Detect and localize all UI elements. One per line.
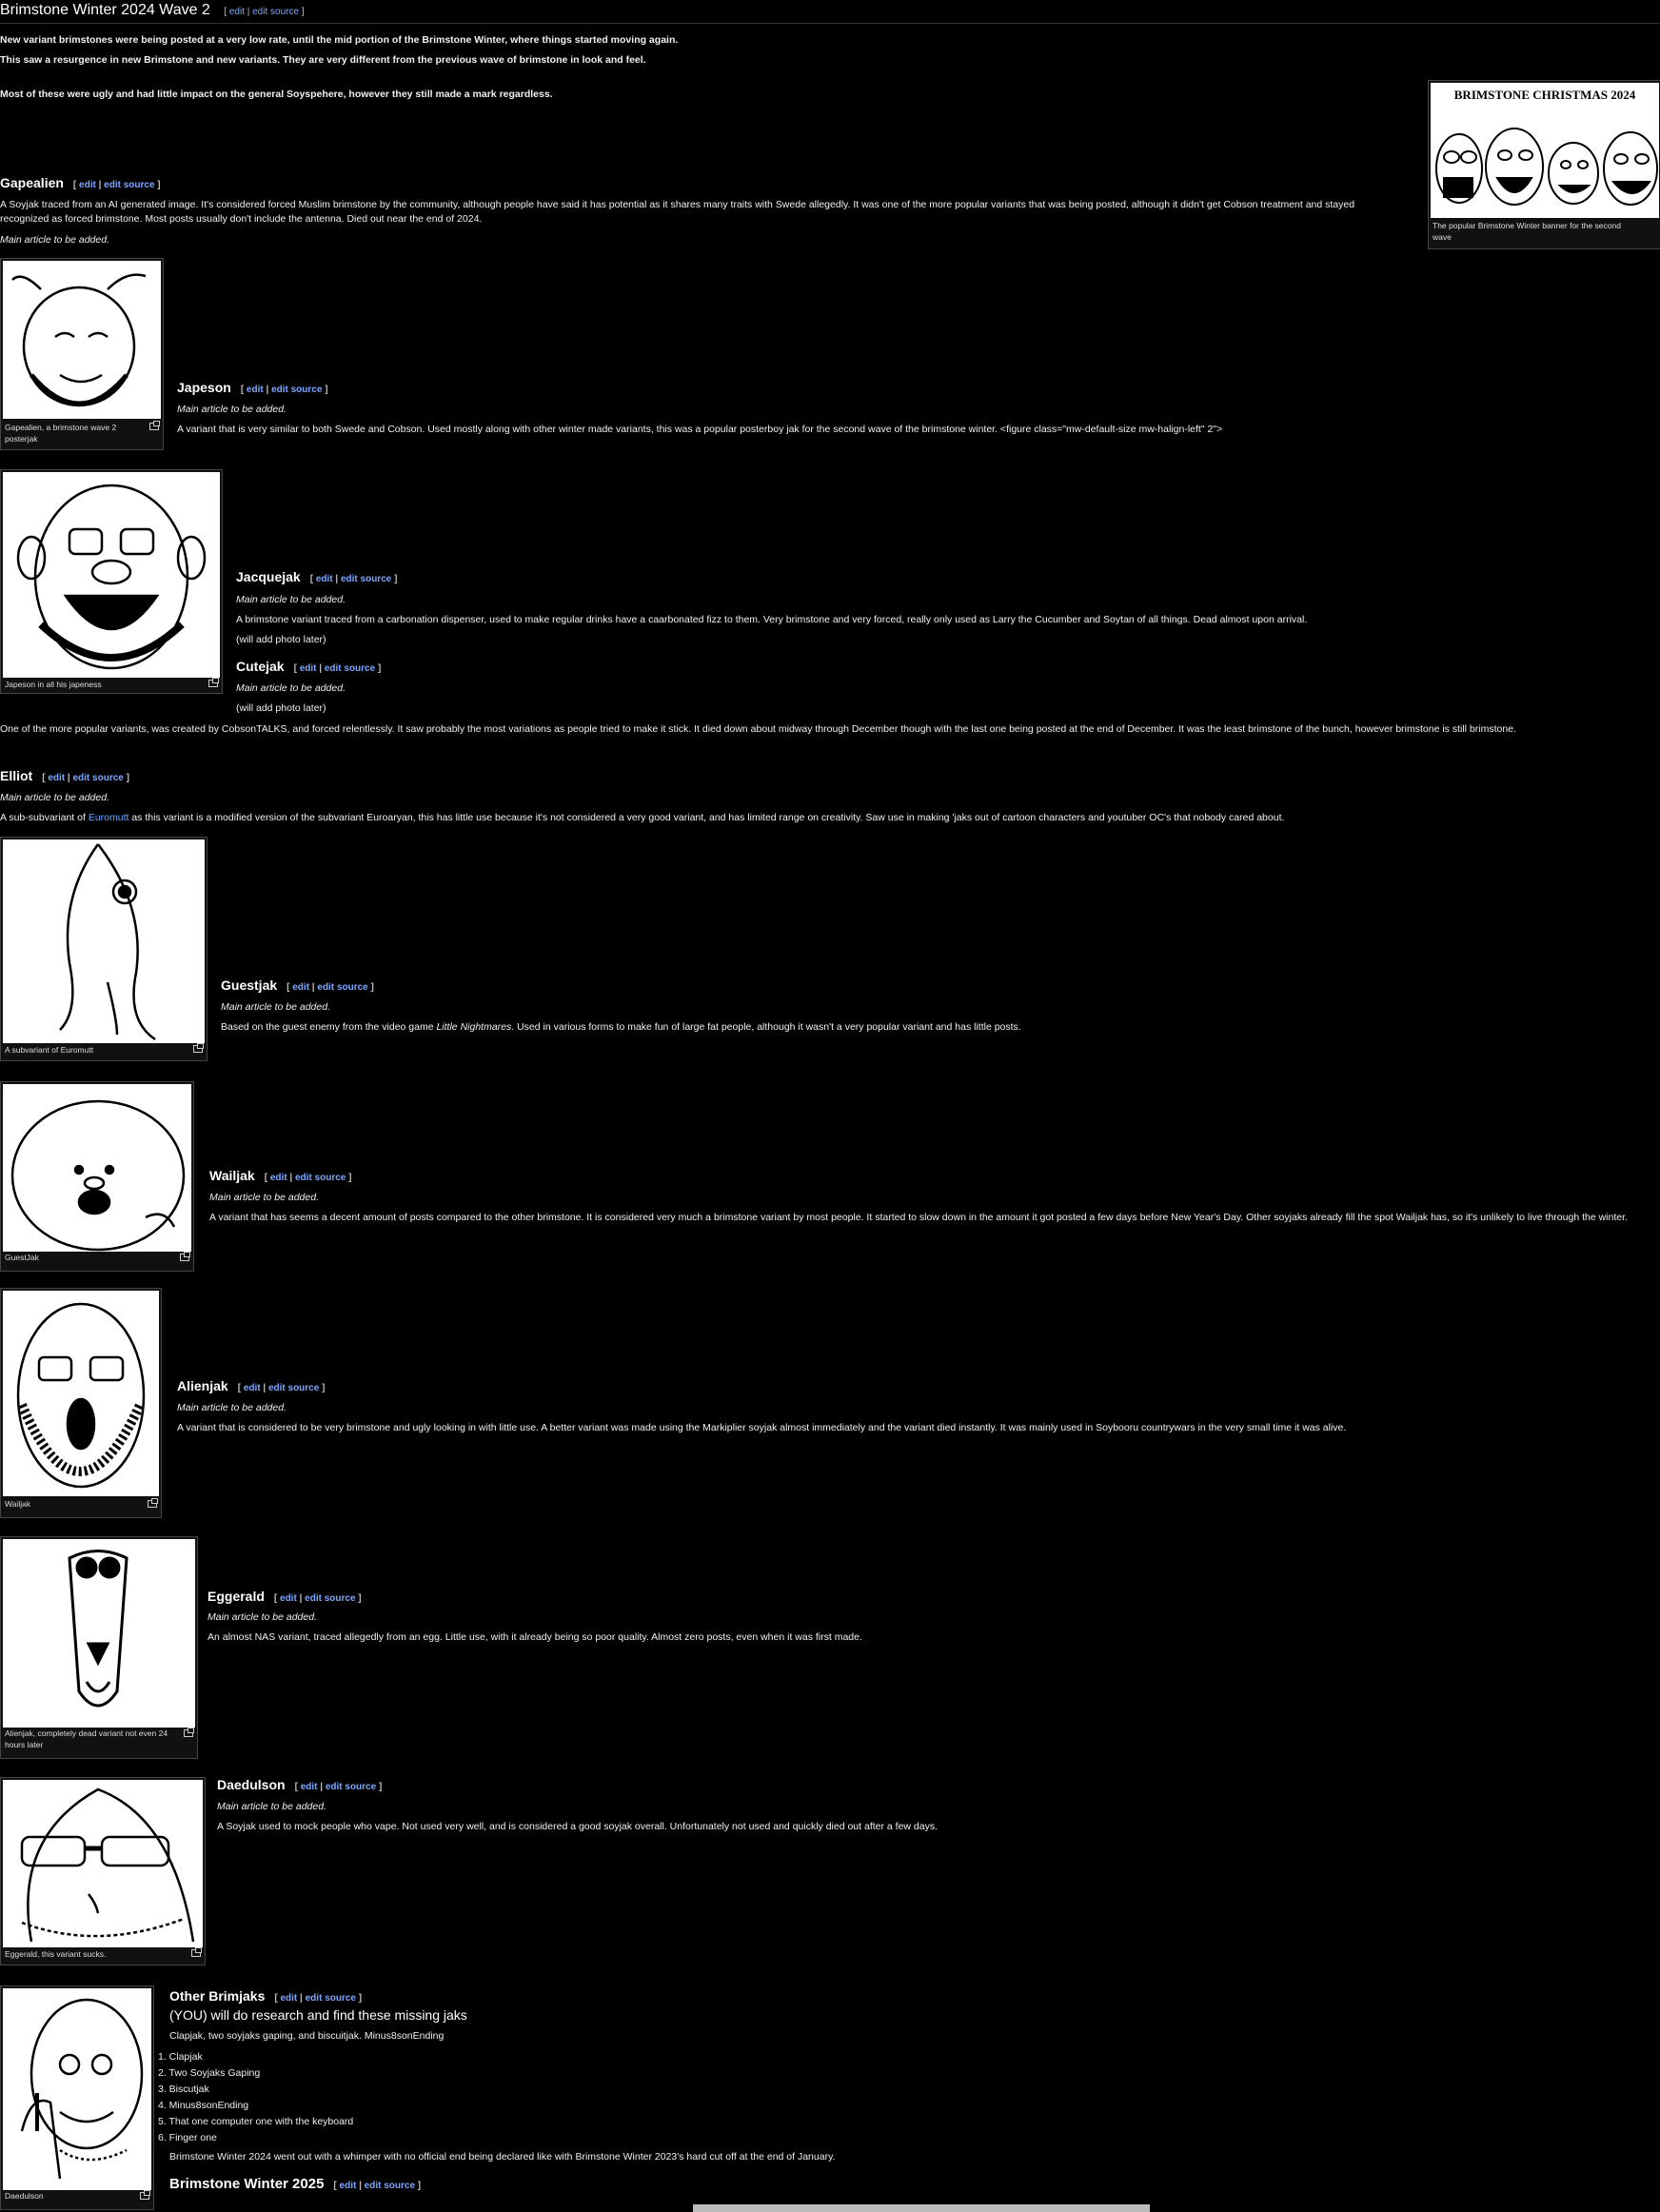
section-edit-links: [ edit | edit source ]	[333, 2181, 422, 2191]
section-edit-links: [ edit | edit source ]	[294, 1782, 383, 1792]
alienjak-text: A variant that is considered to be very brimstone and ugly looking in with little use. A better variant was made using the Markiplier soyjak almost immediately and the variant died instantly. It was mainly used in Soybooru countrywars in the very small time it was alive.	[177, 1422, 1347, 1433]
euromutt-drawing	[3, 839, 205, 1043]
elliot-text-pre: A sub-subvariant of	[0, 812, 89, 823]
wailjak-image	[3, 1291, 159, 1496]
section-title: Cutejak	[236, 659, 285, 674]
enlarge-icon[interactable]	[148, 1500, 157, 1508]
wailjak-thumbnail[interactable]	[0, 1288, 162, 1518]
edit-source-link[interactable]: edit source	[72, 773, 124, 783]
edit-link[interactable]: edit	[315, 574, 333, 584]
title-divider	[0, 23, 1660, 24]
edit-source-link[interactable]: edit source	[294, 1173, 346, 1183]
main-article-note: Main article to be added.	[0, 234, 109, 246]
section-title: Jacquejak	[236, 569, 301, 584]
list-item: 4. Minus8sonEnding	[158, 2100, 249, 2111]
edit-source-link[interactable]: edit source	[364, 2181, 416, 2191]
eggerald-image	[3, 1780, 203, 1947]
wailjak-drawing	[3, 1291, 159, 1496]
gapealien-caption: Gapealien, a brimstone wave 2 posterjak	[5, 423, 117, 444]
section-title: Alienjak	[177, 1378, 228, 1393]
other-brimjaks-subtitle: (YOU) will do research and find these missing jaks	[169, 2007, 467, 2023]
section-elliot	[0, 767, 129, 787]
title-edit-links: [ edit | edit source ]	[224, 7, 305, 17]
guestjak-drawing	[3, 1084, 191, 1252]
main-article-note: Main article to be added.	[0, 792, 109, 803]
edit-link[interactable]: edit	[292, 982, 310, 993]
guestjak-image	[3, 1084, 191, 1252]
edit-link[interactable]: edit	[269, 1173, 287, 1183]
list-item: 1. Clapjak	[158, 2051, 203, 2063]
edit-link[interactable]: edit	[280, 1993, 298, 2004]
section-title: Brimstone Winter 2025	[169, 2176, 325, 2192]
section-title: Japeson	[177, 380, 231, 395]
cutejak-text: One of the more popular variants, was created by CobsonTALKS, and forced relentlessly. It saw probably the most variations as people tried to make it stick. It died down about midway through December though with the last one being posted at the end of December. It was the least brimstone of the bunch, however brimstone is still brimstone.	[0, 723, 1516, 735]
enlarge-icon[interactable]	[140, 2192, 149, 2200]
main-article-note: Main article to be added.	[177, 404, 287, 415]
main-article-note: Main article to be added.	[177, 1402, 287, 1413]
edit-link[interactable]: edit	[300, 1782, 318, 1792]
other-brimjaks-intro: Clapjak, two soyjaks gaping, and biscuitjak. Minus8sonEnding	[169, 2030, 445, 2042]
alienjak-image	[3, 1539, 195, 1728]
gapealien-thumbnail[interactable]	[0, 258, 164, 450]
edit-link[interactable]: edit	[79, 180, 96, 190]
alienjak-caption: Alienjak, completely dead variant not even 24 hours later	[5, 1728, 168, 1749]
intro-line-1: New variant brimstones were being posted at a very low rate, until the mid portion of the Brimstone Winter, where things started moving again.	[0, 34, 679, 46]
section-cutejak	[236, 658, 381, 678]
gapealien-text-1: A Soyjak traced from an AI generated image. It's considered forced Muslim brimstone by the community, although people have said it has potential as it shares many traits with Swede allegedly. It was one of the more popular variants that was being posted, although it didn't get Cobson treatment and stayed	[0, 199, 1355, 210]
section-daedulson	[217, 1776, 382, 1796]
enlarge-icon[interactable]	[149, 423, 159, 430]
japeson-text: A variant that is very similar to both Swede and Cobson. Used mostly along with other winter made variants, this was a popular posterboy jak for the second wave of the brimstone winter. <figure class="mw-default-size mw-halign-left" 2">	[177, 424, 1223, 435]
section-edit-links: [ edit | edit source ]	[274, 1993, 363, 2004]
section-edit-links: [ edit | edit source ]	[273, 1593, 362, 1604]
gapealien-text-2: recognized as forced brimstone. Most posts usually don't include the antenna. Died out near the end of 2024.	[0, 213, 483, 225]
intro-line-2: This saw a resurgence in new Brimstone and new variants. They are very different from the previous wave of brimstone in look and feel.	[0, 54, 646, 66]
edit-source-link[interactable]: edit source	[325, 1782, 377, 1792]
guestjak-text-post: . Used in various forms to make fun of large fat people, although it wasn't a very popular variant and has little posts.	[511, 1021, 1021, 1033]
gapealien-image	[3, 261, 161, 419]
main-article-note: Main article to be added.	[217, 1801, 326, 1812]
winter-ending-text: Brimstone Winter 2024 went out with a whimper with no official end being declared like with Brimstone Winter 2023's hard cut off at the end of January.	[169, 2151, 836, 2163]
section-gapealien	[0, 174, 161, 194]
eggerald-text: An almost NAS variant, traced allegedly from an egg. Little use, with it already being so poor quality. Almost zero posts, even when it was first made.	[208, 1631, 862, 1643]
other-brimjaks-list	[158, 2049, 353, 2146]
banner-heading: BRIMSTONE CHRISTMAS 2024	[1453, 88, 1636, 102]
guestjak-text	[221, 1020, 1021, 1034]
edit-link[interactable]: edit	[228, 7, 245, 17]
banner-image	[1431, 83, 1659, 218]
elliot-text-post: as this variant is a modified version of the subvariant Euroaryan, this has little use because it's not considered a very good variant, and has limited range on creativity. Saw use in making 'jaks out of cartoon characters and youtuber OC's that nobody cared about.	[128, 812, 1285, 823]
enlarge-icon[interactable]	[191, 1949, 201, 1957]
euromutt-image	[3, 839, 205, 1043]
section-edit-links: [ edit | edit source ]	[287, 982, 374, 993]
jacquejak-photo-note: (will add photo later)	[236, 634, 326, 645]
list-item: 5. That one computer one with the keyboard	[158, 2116, 354, 2127]
section-title: Gapealien	[0, 175, 64, 190]
jacquejak-text: A brimstone variant traced from a carbonation dispenser, used to make regular drinks have a caarbonated fizz to them. Very brimstone and very forced, really only used as Larry the Cucumber and Soytan of all things. Dead almost upon arrival.	[236, 614, 1308, 625]
section-edit-links: [ edit | edit source ]	[309, 574, 398, 584]
page-title	[0, 2, 305, 19]
banner-caption: The popular Brimstone Winter banner for the second wave	[1433, 221, 1621, 242]
edit-link[interactable]: edit	[243, 1383, 261, 1393]
alienjak-thumbnail[interactable]	[0, 1536, 198, 1759]
list-item: 2. Two Soyjaks Gaping	[158, 2067, 261, 2079]
section-jacquejak	[236, 568, 397, 588]
wailjak-caption: Wailjak	[5, 1499, 31, 1509]
edit-source-link[interactable]: edit source	[317, 982, 368, 993]
japeson-caption: Japeson in all his japeness	[5, 680, 102, 689]
section-edit-links: [ edit | edit source ]	[72, 180, 161, 190]
section-japeson	[177, 379, 328, 399]
list-item: 6. Finger one	[158, 2132, 217, 2143]
daedulson-drawing	[3, 1988, 151, 2190]
edit-link[interactable]: edit	[246, 385, 264, 395]
edit-link[interactable]: edit	[48, 773, 66, 783]
edit-link[interactable]: edit	[299, 663, 317, 674]
japeson-drawing	[3, 472, 220, 678]
guestjak-game-title: Little Nightmares	[436, 1021, 512, 1033]
enlarge-icon[interactable]	[184, 1729, 193, 1737]
section-brimstone-winter-2025	[169, 2176, 421, 2195]
section-title: Daedulson	[217, 1777, 286, 1792]
main-article-note: Main article to be added.	[236, 594, 346, 605]
section-edit-links: [ edit | edit source ]	[237, 1383, 326, 1393]
eggerald-caption: Eggerald, this variant sucks.	[5, 1949, 107, 1959]
edit-source-link[interactable]: edit source	[324, 663, 376, 674]
guestjak-thumbnail[interactable]	[0, 1081, 194, 1272]
gapealien-drawing	[3, 261, 161, 419]
wailjak-text: A variant that has seems a decent amount of posts compared to the other brimstone. It is considered very much a brimstone variant by most people. It started to slow down in the amount it got posted a few days before New Year's Day. Other soyjaks already fill the spot Wailjak has, so it's unlikely to live through the winter.	[209, 1212, 1628, 1223]
section-guestjak	[221, 977, 374, 997]
japeson-thumbnail[interactable]	[0, 469, 223, 694]
page-title-text: Brimstone Winter 2024 Wave 2	[0, 2, 210, 18]
euromutt-thumbnail[interactable]	[0, 837, 208, 1061]
section-edit-links: [ edit | edit source ]	[264, 1173, 352, 1183]
section-title: Eggerald	[208, 1589, 265, 1604]
next-section-image-edge	[693, 2204, 1150, 2212]
main-article-note: Main article to be added.	[221, 1001, 330, 1013]
section-title: Other Brimjaks	[169, 1988, 266, 2004]
main-article-note: Main article to be added.	[209, 1192, 319, 1203]
edit-source-link[interactable]: edit source	[104, 180, 155, 190]
edit-link[interactable]: edit	[280, 1593, 297, 1604]
euromutt-caption: A subvariant of Euromutt	[5, 1045, 94, 1055]
daedulson-caption: Daedulson	[5, 2191, 44, 2201]
guestjak-caption: GuestJak	[5, 1253, 39, 1262]
edit-source-link[interactable]: edit source	[271, 385, 323, 395]
section-title: Guestjak	[221, 978, 278, 993]
main-article-note: Main article to be added.	[236, 682, 346, 694]
section-eggerald	[208, 1588, 362, 1608]
edit-source-link[interactable]: edit source	[340, 574, 392, 584]
elliot-text	[0, 811, 1284, 824]
banner-faces-drawing	[1431, 83, 1659, 218]
section-edit-links: [ edit | edit source ]	[293, 663, 382, 674]
alienjak-drawing	[3, 1539, 195, 1728]
main-article-note: Main article to be added.	[208, 1611, 317, 1623]
section-wailjak	[209, 1167, 351, 1187]
banner-thumbnail[interactable]	[1428, 80, 1660, 249]
enlarge-icon[interactable]	[208, 680, 218, 687]
section-other-brimjaks	[169, 1987, 362, 2007]
section-alienjak	[177, 1377, 325, 1397]
list-item: 3. Biscutjak	[158, 2084, 209, 2095]
section-title: Elliot	[0, 768, 33, 783]
cutejak-photo-note: (will add photo later)	[236, 702, 326, 714]
euromutt-link[interactable]: Euromutt	[88, 812, 129, 823]
edit-source-link[interactable]: edit source	[305, 1593, 356, 1604]
daedulson-text: A Soyjak used to mock people who vape. Not used very well, and is considered a good soyjak overall. Unfortunately not used and quickly died out after a few days.	[217, 1821, 939, 1832]
guestjak-text-pre: Based on the guest enemy from the video game	[221, 1021, 437, 1033]
edit-source-link[interactable]: edit source	[267, 1383, 320, 1393]
edit-source-link[interactable]: edit source	[305, 1993, 356, 2004]
japeson-image	[3, 472, 220, 678]
eggerald-thumbnail[interactable]	[0, 1777, 206, 1965]
section-edit-links: [ edit | edit source ]	[42, 773, 129, 783]
eggerald-drawing	[3, 1780, 203, 1947]
section-title: Wailjak	[209, 1168, 255, 1183]
enlarge-icon[interactable]	[193, 1045, 203, 1053]
edit-link[interactable]: edit	[339, 2181, 357, 2191]
enlarge-icon[interactable]	[180, 1254, 189, 1261]
edit-source-link[interactable]: edit source	[252, 7, 300, 17]
daedulson-thumbnail[interactable]	[0, 1985, 154, 2210]
daedulson-image	[3, 1988, 151, 2190]
section-edit-links: [ edit | edit source ]	[240, 385, 328, 395]
intro-line-3: Most of these were ugly and had little impact on the general Soyspehere, however they still made a mark regardless.	[0, 89, 553, 100]
